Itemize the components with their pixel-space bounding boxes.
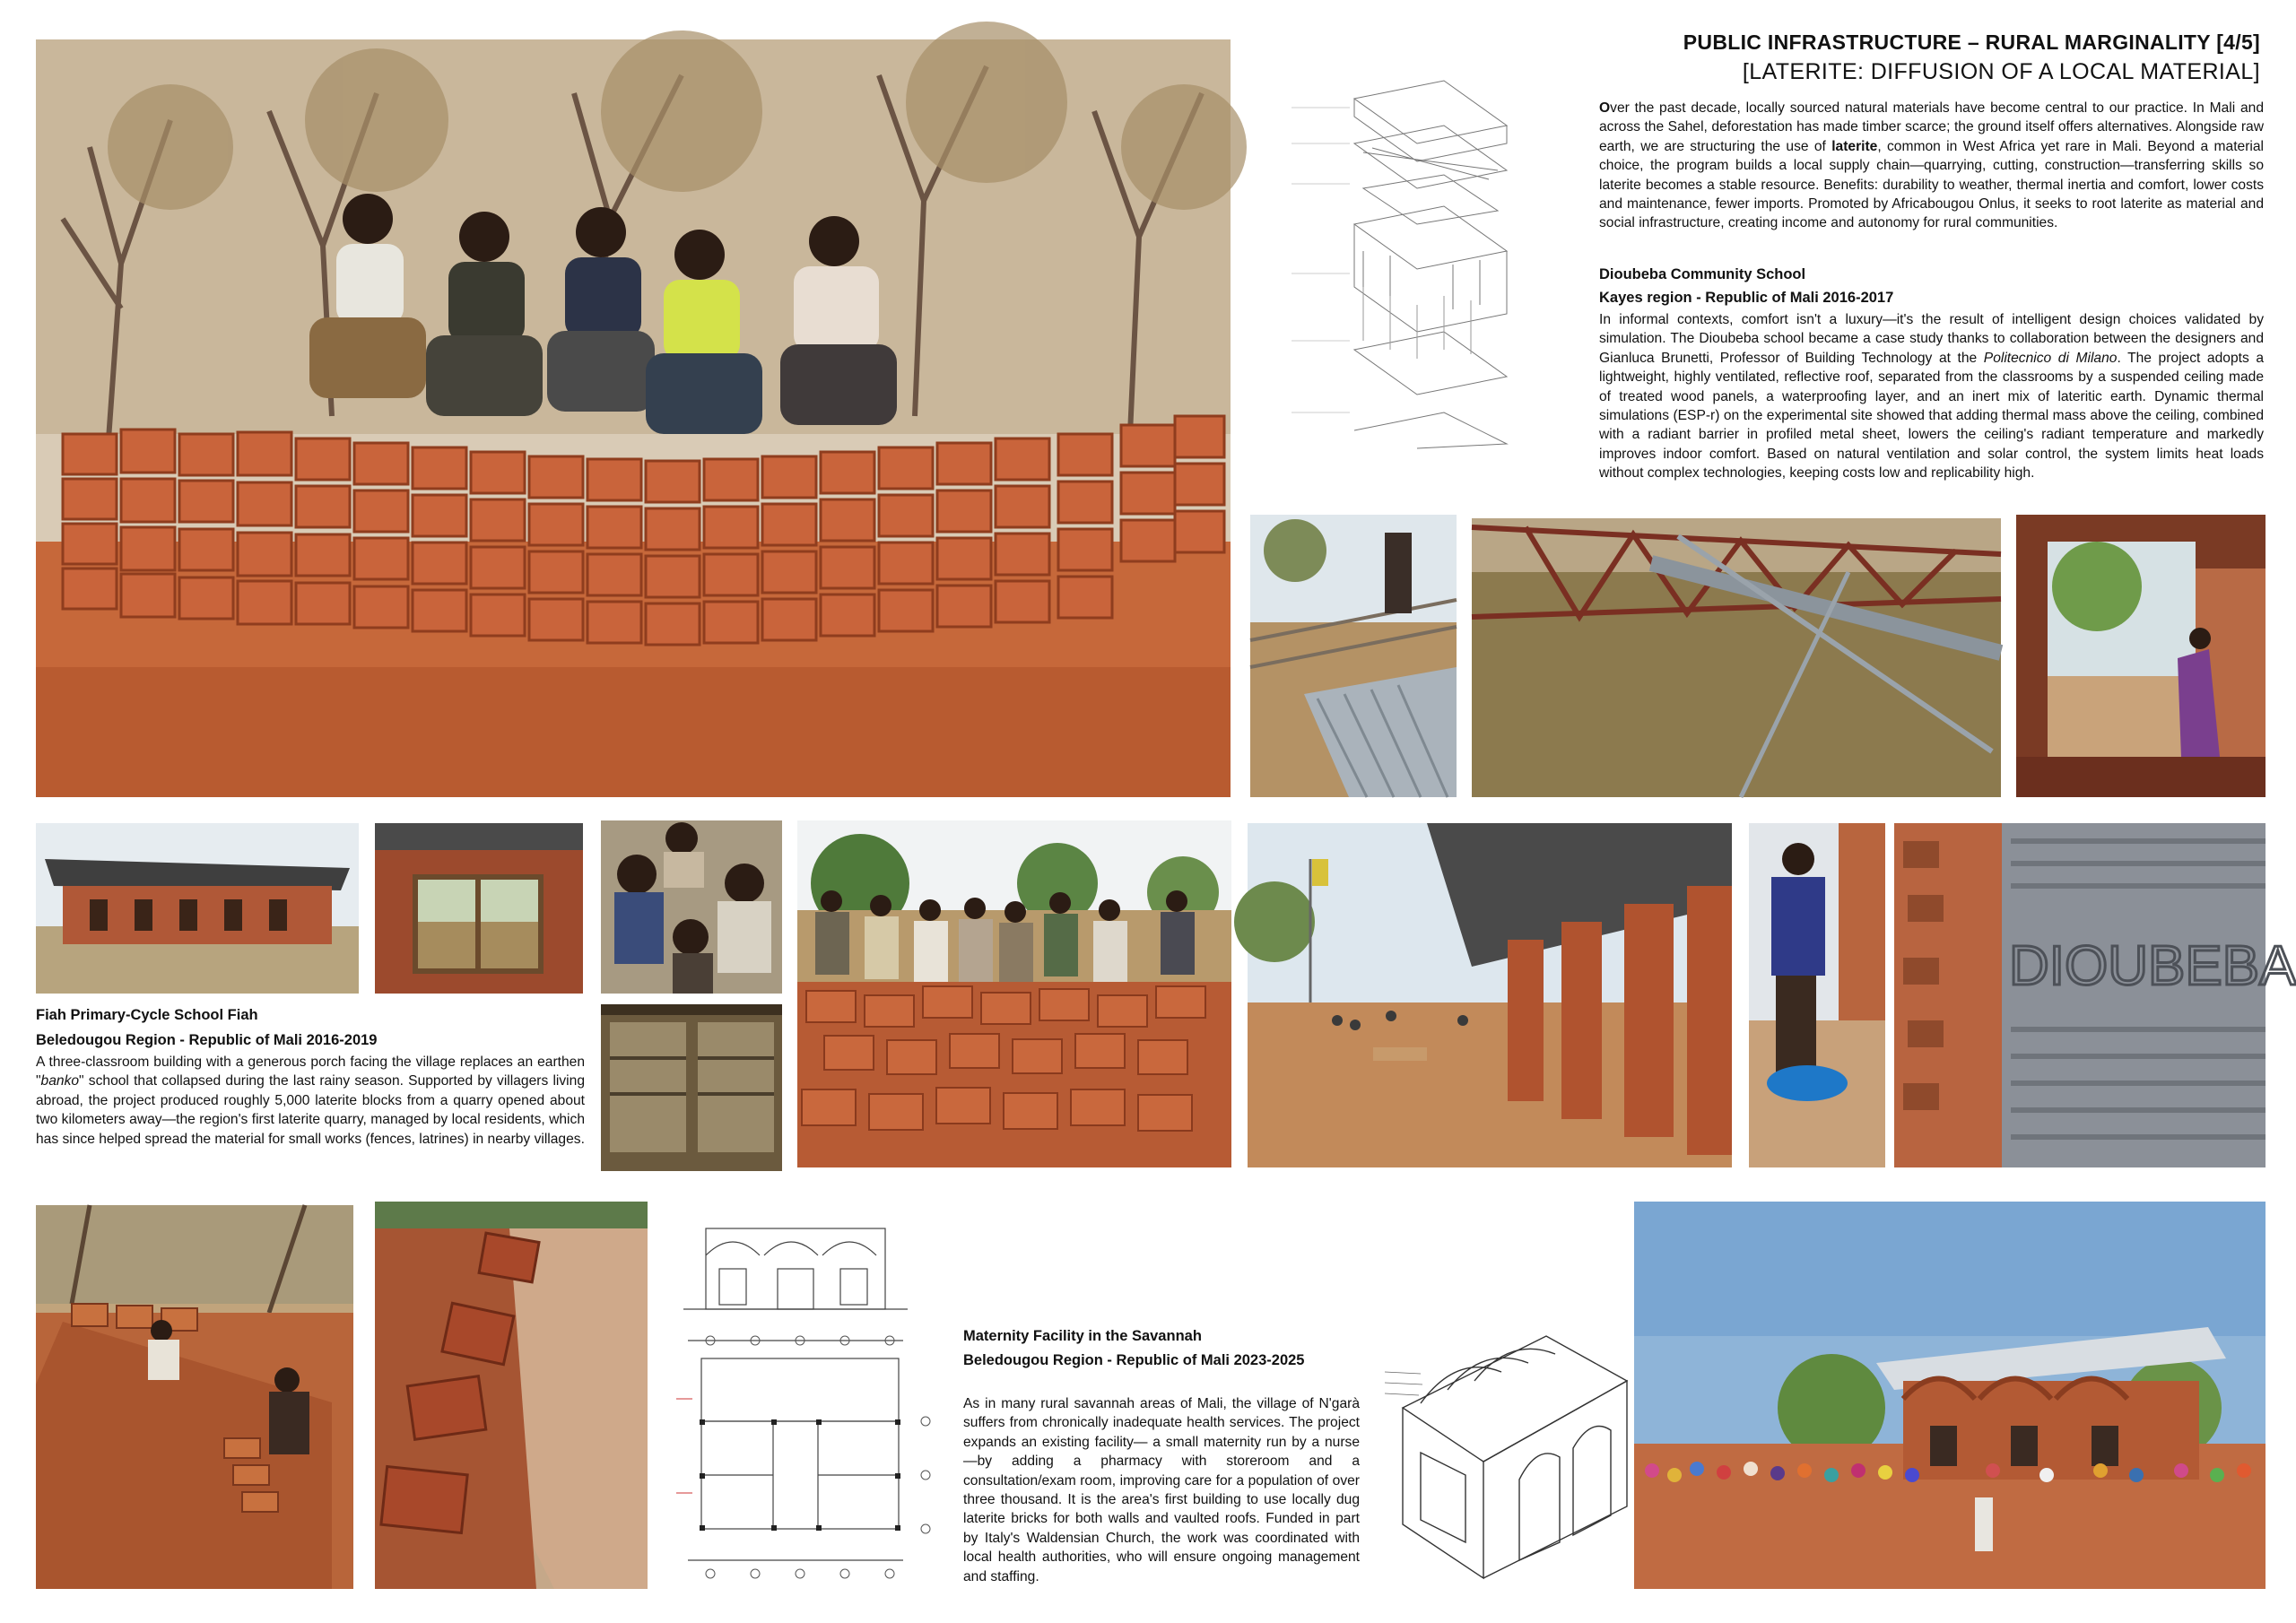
photo-child-drinking-by-wall (1749, 823, 1885, 1167)
photo-wooden-window-shutters (601, 1004, 782, 1171)
dioubeba-region: Kayes region - Republic of Mali 2016-2017 (1599, 290, 1894, 306)
page-title: PUBLIC INFRASTRUCTURE – RURAL MARGINALITY [4/5] (1683, 30, 2260, 54)
fiah-title: Fiah Primary-Cycle School Fiah (36, 1007, 258, 1023)
photo-school-porch-and-flag (1248, 823, 1732, 1167)
dioubeba-body-emph: Politecnico di Milano (1983, 350, 2118, 366)
dioubeba-body (1599, 310, 2264, 483)
intro-emphasis: laterite (1831, 138, 1878, 154)
perspective-sketch-vaulted-roof (1367, 1300, 1634, 1589)
photo-villagers-with-laterite-blocks (797, 820, 1231, 1167)
fiah-body-emph: banko (40, 1073, 80, 1089)
photo-meeting-villagers (601, 820, 782, 994)
dioubeba-body-1: In informal contexts, comfort isn't a luxury—it's the result of intelligent design choices validated by simulation. The Dioubeba school became a case study thanks to collaboration between the designers and Gianluca Brunetti, Professor of Building Technology at the (1599, 312, 2264, 366)
photo-laterite-blocks-closeup (375, 1202, 648, 1589)
intro-paragraph (1599, 99, 2264, 233)
photo-roof-installation (1250, 515, 1457, 797)
fiah-region: Beledougou Region - Republic of Mali 2016-2019 (36, 1032, 378, 1048)
exploded-axonometric-diagram (1274, 72, 1570, 448)
photo-fiah-window-frame (375, 823, 583, 994)
dioubeba-sign-text: DIOUBEBA (2009, 935, 2296, 997)
fiah-body-1: A three-classroom building with a generous porch facing the village replaces an earthen " (36, 1055, 585, 1089)
photo-maternity-facility-crowd (1634, 1202, 2266, 1589)
hero-photo-workers-on-laterite-blocks (36, 39, 1231, 797)
photo-steel-roof-trusses (1472, 518, 2001, 797)
photo-fiah-school-exterior (36, 823, 359, 994)
intro-dropcap: O (1599, 100, 1611, 116)
photo-dioubeba-metal-door-sign (1894, 823, 2296, 1167)
maternity-body: As in many rural savannah areas of Mali, the village of N'garà suffers from chronically inadequate health services. The project expands an existing facility— a small maternity run by a nurse—by adding a pharmacy with storeroom and a consultation/exam room, improving care for a population of over three thousand. It is the area's first building to use locally dug laterite bricks for both walls and vaulted roofs. Funded in part by Italy's Waldensian Church, the work was coordinated with local health authorities, who will ensure ongoing management and staffing. (963, 1396, 1360, 1584)
intro-text-1: ver the past decade, locally sourced natural materials have become central to our practice. In Mali and across the Sahel, deforestation has made timber scarce; the ground itself offers alternatives. Alongside raw earth, we are structuring the use of (1599, 100, 2264, 154)
maternity-title: Maternity Facility in the Savannah (963, 1328, 1202, 1344)
page-subtitle: [LATERITE: DIFFUSION OF A LOCAL MATERIAL] (1742, 59, 2260, 84)
floor-plan-and-elevation-drawing (665, 1206, 935, 1587)
photo-quarry-workers (36, 1205, 353, 1589)
fiah-body (36, 1053, 585, 1149)
dioubeba-title: Dioubeba Community School (1599, 266, 1806, 282)
fiah-body-2: " school that collapsed during the last rainy season. Supported by villagers living abroad, the project produced roughly 5,000 laterite blocks from a quarry opened about two kilometers away—the region's first laterite quarry, managed by local residents, which has since helped spread the material for small works (fences, latrines) in nearby villages. (36, 1073, 585, 1147)
intro-text-2: , common in West Africa yet rare in Mali. Beyond a material choice, the program builds a local supply chain—quarrying, cutting, construction—transferring skills so laterite becomes a stable resource. Benefits: durability to weather, thermal inertia and comfort, lower costs and maintenance, fewer imports. Promoted by Africabougou Onlus, it seeks to root laterite as material and social infrastructure, creating income and autonomy for rural communities. (1599, 138, 2264, 231)
dioubeba-body-2: . The project adopts a lightweight, highly ventilated, reflective roof, separated from the classrooms by a suspended ceiling made of treated wood panels, a waterproofing layer, and an inert mix of lateritic earth. Dynamic thermal simulations (ESP-r) on the experimental site showed that adding thermal mass above the ceiling, combined with a radiant barrier in profiled metal sheet, lowers the ceiling's radiant temperature and markedly improves indoor comfort. Based on natural ventilation and solar control, the system limits heat loads without complex technologies, keeping costs low and replicability high. (1599, 350, 2264, 482)
maternity-region: Beledougou Region - Republic of Mali 2023-2025 (963, 1352, 1305, 1368)
photo-classroom-doorway (2016, 515, 2266, 797)
